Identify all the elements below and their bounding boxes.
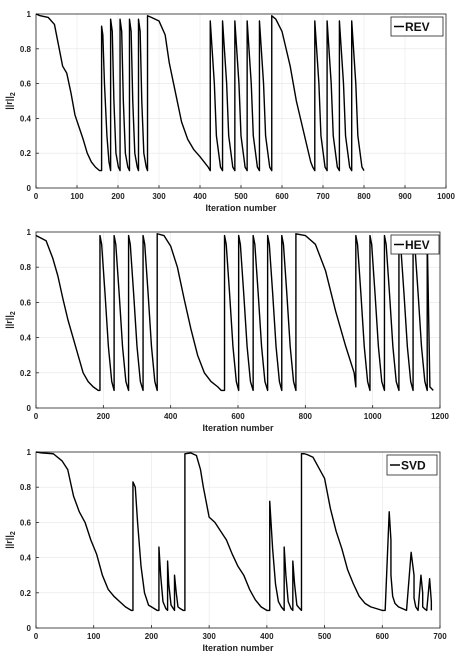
x-tick-label: 800 xyxy=(298,412,313,421)
y-axis-label xyxy=(4,311,17,329)
x-tick-label: 300 xyxy=(202,632,216,641)
y-tick-label: 0 xyxy=(26,404,31,413)
x-tick-label: 500 xyxy=(234,192,248,201)
y-tick-label: 0.2 xyxy=(19,588,31,598)
y-tick-label: 1 xyxy=(26,448,31,457)
y-tick-label: 0.4 xyxy=(19,553,31,563)
x-axis-label: Iteration number xyxy=(205,203,277,213)
x-tick-label: 100 xyxy=(70,192,84,201)
legend xyxy=(387,455,437,475)
chart-rev xyxy=(4,10,455,213)
y-tick-label: 0.6 xyxy=(19,298,31,308)
x-tick-label: 1200 xyxy=(431,412,449,421)
x-tick-label: 700 xyxy=(316,192,330,201)
legend-label: REV xyxy=(405,20,430,34)
x-tick-label: 0 xyxy=(33,192,39,201)
y-axis-label-main: ||r|| xyxy=(4,315,14,329)
y-tick-label: 0.4 xyxy=(19,333,31,343)
y-tick-label: 0.6 xyxy=(19,79,31,89)
y-tick-label: 0.6 xyxy=(19,518,31,528)
x-axis-label: Iteration number xyxy=(202,423,274,433)
x-axis-label: Iteration number xyxy=(202,643,274,651)
x-tick-label: 600 xyxy=(231,412,245,421)
y-axis-label-subscript: 2 xyxy=(10,311,17,316)
x-tick-label: 200 xyxy=(96,412,111,421)
x-tick-label: 200 xyxy=(111,192,125,201)
y-tick-label: 0.4 xyxy=(19,114,31,124)
y-axis-label xyxy=(4,531,17,549)
x-tick-label: 800 xyxy=(357,192,371,201)
y-tick-label: 1 xyxy=(26,228,31,237)
y-tick-label: 0 xyxy=(26,624,31,633)
y-axis-label-main: ||r|| xyxy=(4,96,14,110)
y-tick-label: 0.8 xyxy=(19,44,31,54)
y-tick-label: 0.8 xyxy=(19,483,31,493)
x-tick-label: 900 xyxy=(398,192,412,201)
series-line-hev xyxy=(36,234,433,391)
y-axis-label-subscript: 2 xyxy=(10,92,17,97)
x-tick-label: 600 xyxy=(375,632,389,641)
legend-label: SVD xyxy=(401,458,426,473)
x-tick-label: 1000 xyxy=(363,412,382,421)
x-tick-label: 300 xyxy=(152,192,166,201)
y-tick-label: 1 xyxy=(26,10,31,19)
series-line-svd xyxy=(36,452,431,610)
y-axis-label xyxy=(4,92,17,110)
x-tick-label: 400 xyxy=(260,632,274,641)
x-tick-label: 700 xyxy=(433,632,447,641)
y-tick-label: 0.8 xyxy=(19,263,31,273)
x-tick-label: 1000 xyxy=(437,192,455,201)
x-tick-label: 400 xyxy=(163,412,178,421)
x-tick-label: 400 xyxy=(193,192,207,201)
legend-label: HEV xyxy=(405,238,430,252)
x-tick-label: 500 xyxy=(317,632,332,641)
legend xyxy=(391,17,443,36)
x-tick-label: 600 xyxy=(275,192,289,201)
y-axis-label-main: ||r|| xyxy=(4,535,14,549)
plot-area-frame xyxy=(36,452,440,628)
x-tick-label: 100 xyxy=(87,632,101,641)
x-tick-label: 200 xyxy=(144,632,159,641)
y-tick-label: 0.2 xyxy=(19,149,31,159)
x-tick-label: 0 xyxy=(33,632,39,641)
chart-hev xyxy=(4,228,449,433)
y-tick-label: 0.2 xyxy=(19,368,31,378)
x-tick-label: 0 xyxy=(33,412,39,421)
y-tick-label: 0 xyxy=(26,184,31,193)
y-axis-label-subscript: 2 xyxy=(10,531,17,536)
chart-svd xyxy=(4,448,447,651)
legend xyxy=(391,235,439,254)
